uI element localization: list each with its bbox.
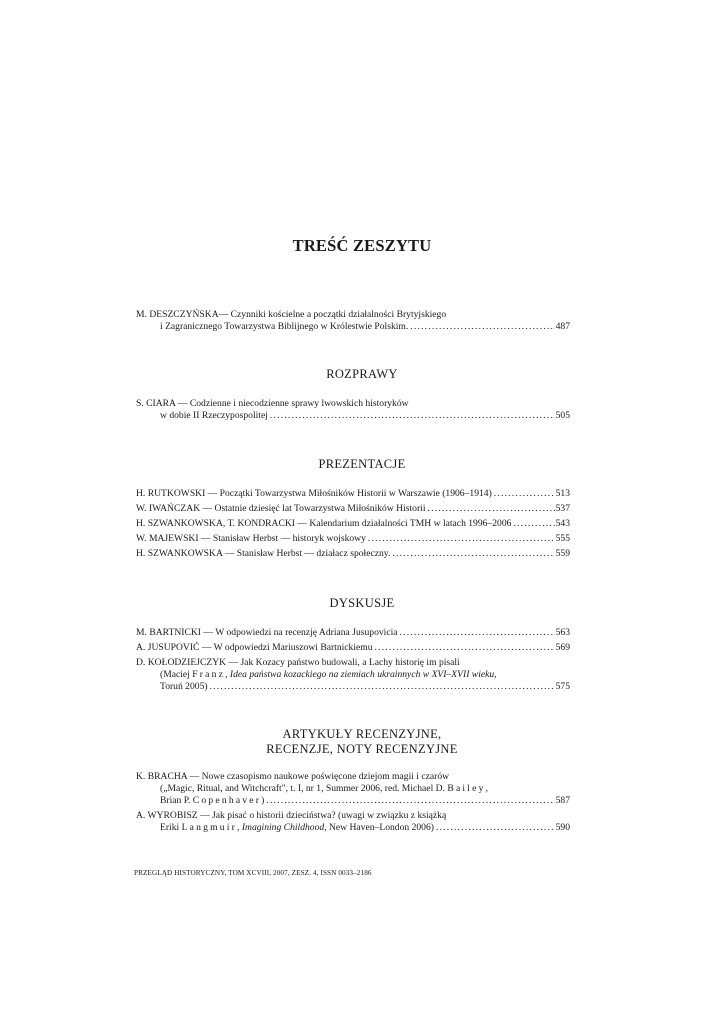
toc-entry-text: K. BRACHA — Nowe czasopismo naukowe poświęcone dziejom magii i czarów bbox=[136, 771, 450, 782]
toc-entry-line bbox=[136, 627, 570, 639]
author-name: Bailey bbox=[447, 783, 486, 795]
section-heading-line: RECENZJE, NOTY RECENZYJNE bbox=[266, 742, 458, 756]
page-number: 543 bbox=[555, 518, 570, 529]
toc-entry-text bbox=[160, 795, 264, 807]
dot-leader bbox=[392, 548, 554, 560]
book-title: Idea państwa kozackiego na ziemiach ukrainnych w XVI–XVII wieku bbox=[229, 669, 495, 681]
dot-leader bbox=[410, 321, 554, 333]
dot-leader bbox=[513, 518, 554, 530]
dot-leader bbox=[400, 627, 555, 639]
toc-entry-rutkowski bbox=[136, 488, 570, 500]
page-number: 555 bbox=[555, 533, 570, 544]
toc-entry-ciara bbox=[136, 398, 570, 422]
text-fragment: , bbox=[494, 669, 497, 681]
toc-entry-text: W. IWAŃCZAK — Ostatnie dziesięć lat Towarzystwa Miłośników Historii bbox=[136, 503, 426, 514]
toc-entry-line bbox=[136, 783, 570, 795]
text-fragment: (Maciej bbox=[160, 669, 193, 681]
toc-entry-line bbox=[136, 642, 570, 654]
toc-entry-text: w dobie II Rzeczypospolitej bbox=[160, 410, 268, 422]
page-number: 575 bbox=[555, 681, 570, 693]
text-fragment: , bbox=[237, 822, 242, 834]
toc-entry-line bbox=[136, 488, 570, 500]
section-heading-rozprawy: ROZPRAWY bbox=[326, 367, 398, 381]
dot-leader bbox=[494, 488, 555, 500]
toc-entry-text: i Zagranicznego Towarzystwa Biblijnego w Królestwie Polskim. bbox=[160, 321, 409, 333]
toc-entry-bracha bbox=[136, 771, 570, 808]
toc-entry-text: H. SZWANKOWSKA — Stanisław Herbst — działacz społeczny. bbox=[136, 548, 391, 559]
toc-entry-text: S. CIARA — Codzienne i niecodzienne sprawy lwowskich historyków bbox=[136, 398, 409, 409]
toc-entry-line bbox=[136, 533, 570, 545]
toc-entry-line bbox=[136, 321, 570, 333]
toc-entry-bartnicki bbox=[136, 627, 570, 639]
toc-entry-text: A. WYROBISZ — Jak pisać o historii dzieciństwa? (uwagi w związku z książką bbox=[136, 810, 447, 821]
toc-entry-deszczynska bbox=[136, 309, 570, 333]
section-heading-dyskusje: DYSKUSJE bbox=[329, 596, 395, 610]
toc-entry-text bbox=[160, 822, 434, 834]
dot-leader bbox=[266, 795, 554, 807]
toc-entry-wyrobisz bbox=[136, 810, 570, 834]
book-title: Imagining Childhood bbox=[241, 822, 325, 834]
page-number: 590 bbox=[555, 822, 570, 834]
toc-entry-line bbox=[136, 398, 570, 410]
toc-entry-line bbox=[136, 503, 570, 515]
toc-entry-line bbox=[136, 548, 570, 560]
toc-entry-text: H. RUTKOWSKI — Początki Towarzystwa Miłośników Historii w Warszawie (1906–1914) bbox=[136, 488, 492, 499]
section-heading-prezentacje: PREZENTACJE bbox=[318, 457, 406, 471]
author-name: Copenhaver bbox=[192, 795, 262, 807]
author-name: Franz bbox=[192, 669, 226, 681]
toc-entry-line bbox=[136, 518, 570, 530]
section-heading-recenzje bbox=[0, 727, 724, 757]
toc-entry-szwankowska bbox=[136, 548, 570, 560]
author-name: Langmuir bbox=[181, 822, 238, 834]
toc-entry-text: D. KOŁODZIEJCZYK — Jak Kozacy państwo budowali, a Lachy historię im pisali bbox=[136, 657, 460, 668]
text-fragment: Brian P. bbox=[160, 795, 193, 807]
page-number: 537 bbox=[555, 503, 570, 514]
page-number: 587 bbox=[555, 795, 570, 807]
toc-entry-text: Toruń 2005) bbox=[160, 681, 208, 693]
page-number: 569 bbox=[555, 642, 570, 653]
toc-entry-line bbox=[136, 810, 570, 822]
toc-entry-text: A. JUSUPOVIĆ — W odpowiedzi Mariuszowi Bartnickiemu bbox=[136, 642, 373, 653]
page-number: 487 bbox=[555, 321, 570, 333]
toc-entry-text: M. BARTNICKI — W odpowiedzi na recenzję Adriana Jusupovicia bbox=[136, 627, 398, 638]
toc-entry-szwankowska-kondracki bbox=[136, 518, 570, 530]
toc-entry-line bbox=[136, 657, 570, 669]
section-heading-line: ARTYKUŁY RECENZYJNE, bbox=[282, 727, 442, 741]
text-fragment: , New Haven–London 2006) bbox=[324, 822, 434, 834]
toc-entry-text bbox=[160, 783, 488, 795]
dot-leader bbox=[436, 822, 555, 834]
toc-entry-text: M. DESZCZYŃSKA— Czynniki kościelne a początki działalności Brytyjskiego bbox=[136, 309, 447, 320]
toc-entry-line bbox=[136, 822, 570, 834]
page-number: 563 bbox=[555, 627, 570, 638]
text-fragment: Eriki bbox=[160, 822, 182, 834]
toc-entry-line bbox=[136, 771, 570, 783]
toc-entry-jusupovic bbox=[136, 642, 570, 654]
dot-leader bbox=[428, 503, 555, 515]
dot-leader bbox=[210, 681, 555, 693]
toc-entry-line bbox=[136, 681, 570, 693]
toc-entry-text bbox=[160, 669, 497, 681]
toc-entry-line bbox=[136, 309, 570, 321]
page-title: TREŚĆ ZESZYTU bbox=[292, 236, 432, 255]
toc-entry-line bbox=[136, 795, 570, 807]
text-fragment: („Magic, Ritual, and Witchcraft", t. I, nr 1, Summer 2006, red. Michael D. bbox=[160, 783, 448, 795]
dot-leader bbox=[368, 533, 555, 545]
toc-entry-text: H. SZWANKOWSKA, T. KONDRACKI — Kalendarium działalności TMH w latach 1996–2006 bbox=[136, 518, 512, 529]
journal-footer: PRZEGLĄD HISTORYCZNY, TOM XCVIII, 2007, ZESZ. 4, ISSN 0033–2186 bbox=[134, 869, 372, 877]
text-fragment: , bbox=[225, 669, 230, 681]
toc-entry-kolodziejczyk bbox=[136, 657, 570, 694]
dot-leader bbox=[375, 642, 555, 654]
page-number: 559 bbox=[555, 548, 570, 559]
text-fragment: ) bbox=[261, 795, 265, 807]
page-number: 505 bbox=[555, 410, 570, 422]
dot-leader bbox=[270, 410, 555, 422]
toc-entry-text: W. MAJEWSKI — Stanisław Herbst — historyk wojskowy bbox=[136, 533, 366, 544]
toc-entry-majewski bbox=[136, 533, 570, 545]
text-fragment: , bbox=[485, 783, 489, 795]
toc-entry-line bbox=[136, 410, 570, 422]
toc-entry-line bbox=[136, 669, 570, 681]
page-number: 513 bbox=[555, 488, 570, 499]
toc-entry-iwanczak bbox=[136, 503, 570, 515]
